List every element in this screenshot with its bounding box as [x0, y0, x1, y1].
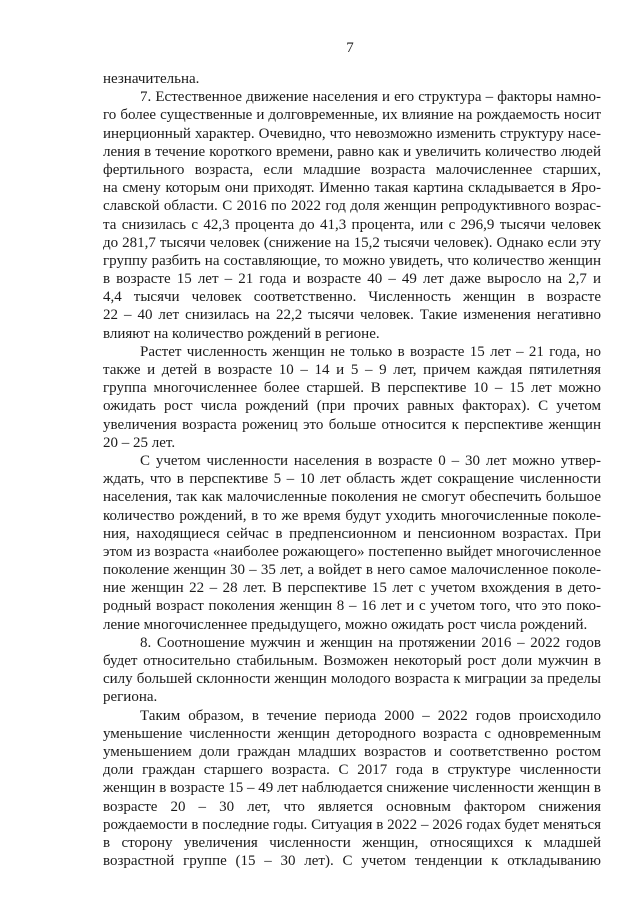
page-number: 7 — [346, 40, 354, 56]
text-line: ния, находящиеся сейчас в предпенсионном и пенсионном возрастах. При — [103, 525, 601, 542]
text-line: славской области. С 2016 по 2022 год доля женщин репродуктивного возрас- — [103, 198, 601, 215]
text-line: Таким образом, в течение периода 2000 – 2022 годов происходило — [140, 707, 601, 724]
text-line: ление многочисленнее предыдущего, можно ожидать рост числа рождений. — [103, 616, 588, 633]
text-line: увеличения возраста рожениц это больше относится к перспективе женщин — [103, 416, 601, 433]
text-line: Растет численность женщин не только в возрасте 15 лет – 21 года, но — [140, 343, 601, 360]
text-line: С учетом численности населения в возрасте 0 – 30 лет можно утвер- — [140, 452, 601, 469]
text-line: 22 – 40 лет снизилась на 22,2 тысячи человек. Такие изменения негативно — [103, 307, 601, 324]
text-line: уменьшение численности женщин детородного возраста с одновременным — [103, 725, 601, 742]
text-line: в сторону увеличения численности женщин, относящихся к младшей — [103, 834, 601, 851]
text-line: инерционный характер. Очевидно, что невозможно изменить структуру насе- — [103, 125, 601, 142]
text-line: ления в течение короткого времени, равно как и увеличить количество людей — [103, 143, 601, 160]
text-line: уменьшением доли граждан младших возрастов и соответственно ростом — [103, 743, 601, 760]
text-line: группу разбить на составляющие, то можно увидеть, что количество женщин — [103, 252, 601, 269]
text-line: женщин в возрасте 15 – 49 лет наблюдается снижение численности женщин в — [103, 780, 601, 797]
text-line: группа многочисленнее более старшей. В перспективе 10 – 15 лет можно — [103, 380, 601, 397]
text-line: в возрасте 15 лет – 21 года и возрасте 40 – 49 лет даже выросло на 2,7 и — [103, 271, 601, 288]
text-line: количество рождений, в то же время будут уходить многочисленные поколе- — [103, 507, 601, 524]
text-line: доли граждан старшего возраста. С 2017 года в структуре численности — [103, 762, 601, 779]
text-line: ожидать рост числа рождений (при прочих равных факторах). С учетом — [103, 398, 601, 415]
text-line: ждать, что в перспективе 5 – 10 лет область ждет сокращение численности — [103, 471, 601, 488]
text-line: региона. — [103, 689, 158, 706]
text-line: до 281,7 тысячи человек (снижение на 15,2 тысячи человек). Однако если эту — [103, 234, 601, 251]
text-line: поколение женщин 30 – 35 лет, а войдет в него самое малочисленное поколе- — [103, 562, 601, 579]
text-line: родный возраст поколения женщин 8 – 16 лет и с учетом того, что это поко- — [103, 598, 601, 615]
text-line: незначительна. — [103, 71, 200, 87]
text-line: 7. Естественное движение населения и его структура – факторы намно- — [140, 89, 601, 106]
text-line: силу большей склонности женщин молодого возраста к миграции за пределы — [103, 671, 601, 688]
text-line: рождаемости в последние годы. Ситуация в 2022 – 2026 годах будет меняться — [103, 816, 601, 833]
text-line: 4,4 тысячи человек соответственно. Численность женщин в возрасте — [103, 289, 601, 306]
text-line: 8. Соотношение мужчин и женщин на протяжении 2016 – 2022 годов — [140, 634, 601, 651]
body-text — [103, 70, 601, 870]
text-line: населения, так как малочисленные поколения не смогут обеспечить большое — [103, 489, 601, 506]
text-line: возрасте 20 – 30 лет, что является основным фактором снижения — [103, 798, 601, 815]
text-line: 20 – 25 лет. — [103, 434, 176, 451]
text-line: этом из возраста «наиболее рожающего» постепенно выйдет многочисленное — [103, 543, 601, 560]
text-line: на смену которым они приходят. Именно такая картина складывается в Яро- — [103, 180, 601, 197]
text-line: фертильного возраста, если младшие возраста малочисленнее старших, — [103, 161, 601, 178]
text-line: возрастной группе (15 – 30 лет). С учетом тенденции к откладыванию — [103, 853, 601, 870]
text-line: та снизилась с 42,3 процента до 41,3 процента, или с 296,9 тысячи человек — [103, 216, 601, 233]
text-line: влияют на количество рождений в регионе. — [103, 325, 380, 342]
text-line: также и детей в возрасте 10 – 14 и 5 – 9 лет, причем каждая пятилетняя — [103, 362, 601, 378]
text-line: го более существенные и долговременные, их влияние на рождаемость носит — [103, 107, 601, 124]
text-line: ние женщин 22 – 28 лет. В перспективе 15 лет с учетом вхождения в дето- — [103, 580, 601, 597]
text-line: будет относительно стабильным. Возможен некоторый рост доли мужчин в — [103, 653, 601, 669]
